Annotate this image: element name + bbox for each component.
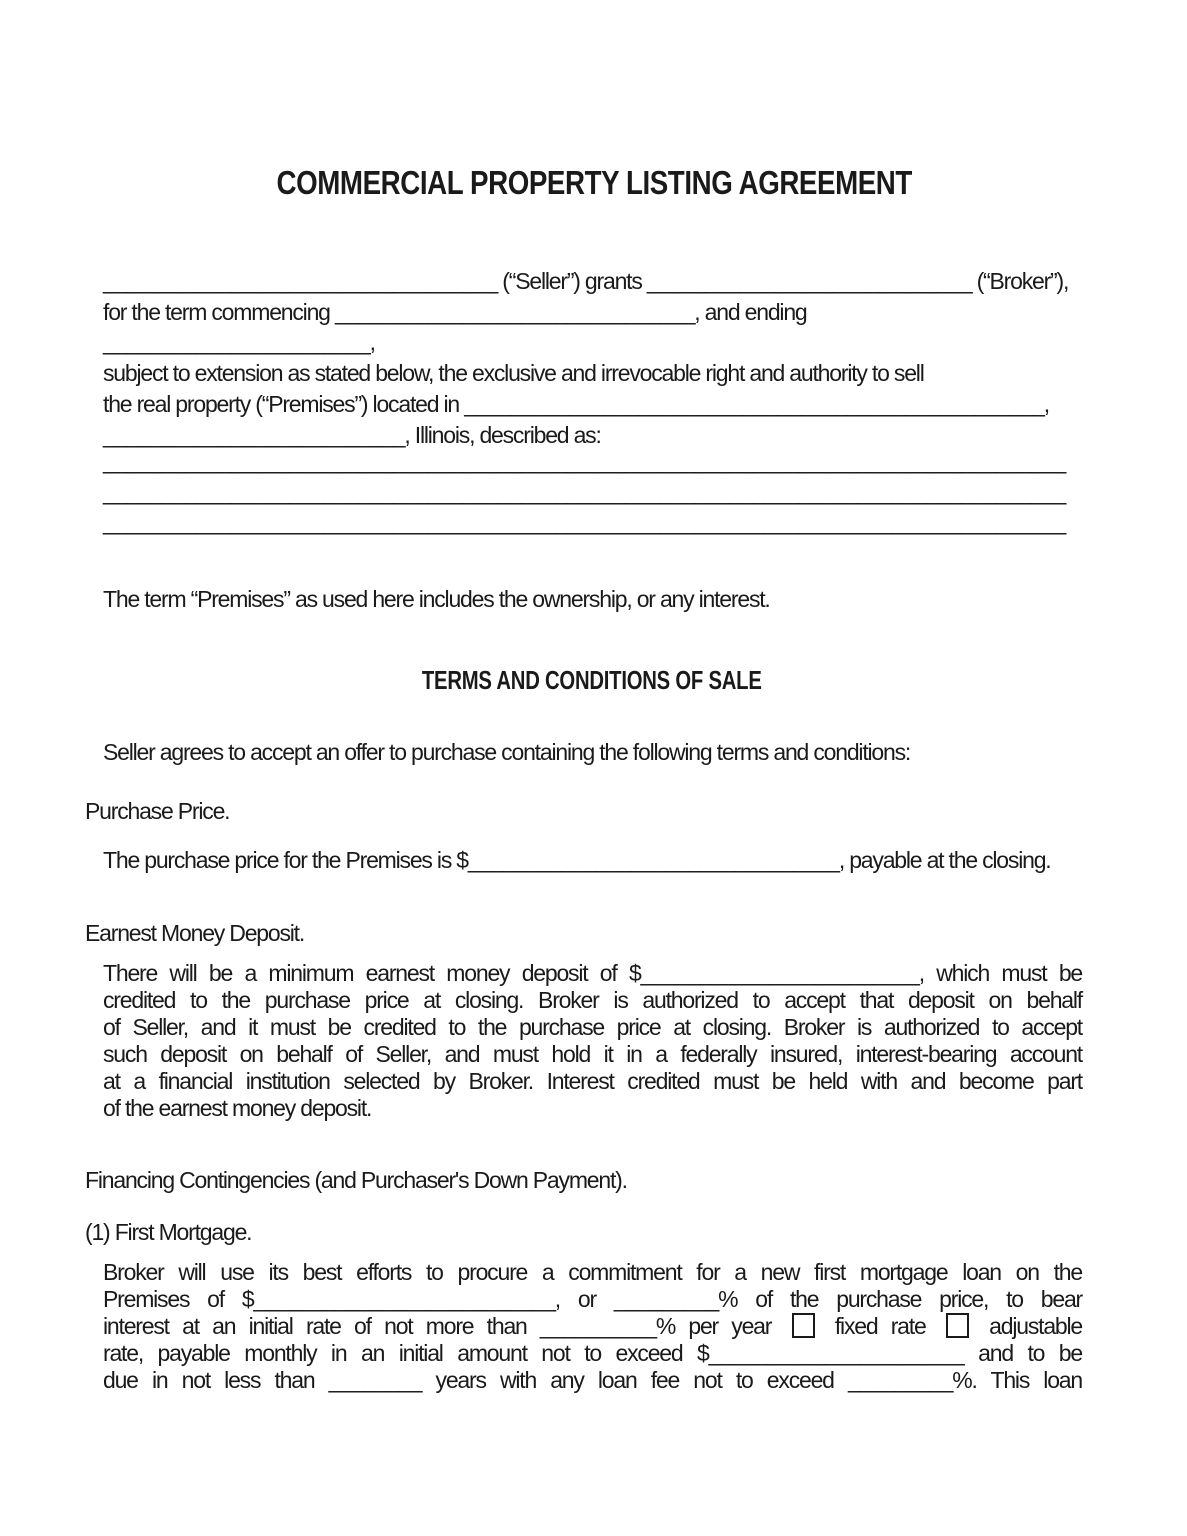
earnest-money-paragraph xyxy=(85,960,1082,1123)
first-mortgage-paragraph xyxy=(85,1259,1082,1394)
premises-note xyxy=(85,586,1082,613)
mortgage-line-4: rate, payable monthly in an initial amount not to exceed $______________________ and to be xyxy=(103,1340,1082,1367)
terms-heading-text: TERMS AND CONDITIONS OF SALE xyxy=(422,665,762,695)
earnest-line-4: such deposit on behalf of Seller, and must hold it in a federally insured, interest-bearing account xyxy=(103,1041,1082,1068)
purchase-price-text: The purchase price for the Premises is $________________________________, payable at the closing. xyxy=(103,847,1051,873)
property-description-blanks xyxy=(85,446,1082,538)
purchase-price-heading: Purchase Price. xyxy=(85,798,230,824)
earnest-line-6: of the earnest money deposit. xyxy=(103,1095,372,1122)
financing-contingencies-section xyxy=(85,1167,1082,1194)
description-blank-line-3[interactable]: ___________________________________________________________________________________ xyxy=(103,509,1066,536)
seller-agrees-paragraph xyxy=(85,739,1082,766)
first-mortgage-section xyxy=(85,1219,1082,1246)
earnest-line-5: at a financial institution selected by Broker. Interest credited must be held with and become part xyxy=(103,1068,1082,1095)
adjustable-rate-label: adjustable xyxy=(989,1313,1082,1340)
earnest-money-section xyxy=(85,920,1082,947)
earnest-line-2: credited to the purchase price at closing. Broker is authorized to accept that deposit on behalf xyxy=(103,987,1082,1014)
seller-agrees-text: Seller agrees to accept an offer to purchase containing the following terms and conditions: xyxy=(103,739,911,765)
intro-line-4: the real property (“Premises”) located in __________________________________________________, xyxy=(103,390,1049,417)
intro-line-2: for the term commencing _______________________________, and ending _______________________, xyxy=(103,298,807,356)
purchase-price-section xyxy=(85,798,1082,825)
intro-paragraph xyxy=(85,266,1082,450)
fixed-rate-label: fixed rate xyxy=(834,1313,926,1340)
mortgage-line-3 xyxy=(103,1313,1082,1340)
earnest-line-3: of Seller, and it must be credited to the purchase price at closing. Broker is authorized to accept xyxy=(103,1014,1082,1041)
document-title xyxy=(85,163,1082,203)
mortgage-line-2: Premises of $__________________________, or _________% of the purchase price, to bear xyxy=(103,1286,1082,1313)
premises-note-text: The term “Premises” as used here includes the ownership, or any interest. xyxy=(103,586,770,612)
earnest-line-1: There will be a minimum earnest money deposit of $________________________, which must be xyxy=(103,960,1082,986)
purchase-price-paragraph xyxy=(85,847,1082,874)
financing-contingencies-heading: Financing Contingencies (and Purchaser's Down Payment). xyxy=(85,1167,627,1193)
intro-line-3: subject to extension as stated below, the exclusive and irrevocable right and authority to sell xyxy=(103,360,924,387)
intro-line-5: __________________________, Illinois, described as: xyxy=(103,421,601,448)
adjustable-rate-checkbox[interactable] xyxy=(946,1313,969,1338)
fixed-rate-checkbox[interactable] xyxy=(792,1313,815,1338)
intro-line-1: __________________________________ (“Seller”) grants ____________________________ (“Broker”), xyxy=(103,268,1069,294)
description-blank-line-1[interactable]: ___________________________________________________________________________________ xyxy=(103,448,1066,474)
mortgage-line-5: due in not less than ________ years with any loan fee not to exceed _________%. This loan xyxy=(103,1367,1082,1394)
mortgage-line-1: Broker will use its best efforts to procure a commitment for a new first mortgage loan on the xyxy=(103,1259,1082,1285)
earnest-money-heading: Earnest Money Deposit. xyxy=(85,920,305,946)
terms-heading xyxy=(85,665,1082,695)
first-mortgage-heading: (1) First Mortgage. xyxy=(85,1219,252,1245)
description-blank-line-2[interactable]: ___________________________________________________________________________________ xyxy=(103,478,1066,505)
mortgage-line-3-text: interest at an initial rate of not more than __________% per year xyxy=(103,1313,772,1340)
document-title-text: COMMERCIAL PROPERTY LISTING AGREEMENT xyxy=(276,164,913,201)
